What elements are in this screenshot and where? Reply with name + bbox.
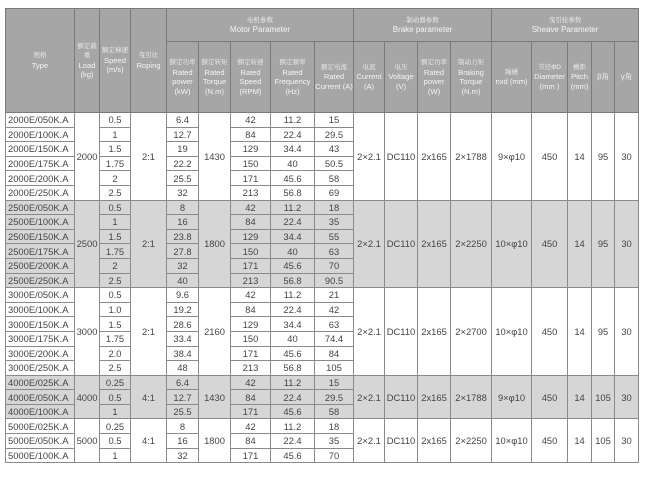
cell-brake-current: 2×2.1 bbox=[354, 288, 385, 376]
cell-type: 2500E/150K.A bbox=[6, 229, 75, 244]
cell-rated-speed: 84 bbox=[231, 127, 271, 142]
cell-voltage: DC110 bbox=[385, 200, 418, 288]
cell-rated-power: 8 bbox=[167, 419, 199, 434]
cell-rated-current: 63 bbox=[315, 244, 354, 259]
cell-rated-power: 40 bbox=[167, 273, 199, 288]
header-col-en: Rated power (kW) bbox=[172, 67, 193, 96]
header-load-cn: 额定载重 bbox=[77, 42, 97, 59]
cell-speed: 1.5 bbox=[100, 229, 131, 244]
cell-speed: 2.5 bbox=[100, 185, 131, 200]
cell-brake-power: 2x165 bbox=[418, 200, 451, 288]
cell-rated-current: 70 bbox=[315, 448, 354, 463]
cell-rated-power: 32 bbox=[167, 258, 199, 273]
cell-rated-frequency: 22.4 bbox=[271, 215, 315, 230]
cell-brake-power: 2x165 bbox=[418, 288, 451, 376]
cell-rated-current: 18 bbox=[315, 419, 354, 434]
cell-speed: 1 bbox=[100, 448, 131, 463]
cell-speed: 0.25 bbox=[100, 419, 131, 434]
header-motor-col bbox=[199, 42, 231, 113]
header-col-cn: 额定转矩 bbox=[201, 59, 228, 66]
model-group-2000 bbox=[6, 113, 639, 201]
cell-speed: 1.75 bbox=[100, 331, 131, 346]
cell-type: 3000E/175K.A bbox=[6, 331, 75, 346]
cell-brake-power: 2x165 bbox=[418, 375, 451, 419]
cell-braking-torque: 2×2700 bbox=[451, 288, 492, 376]
header-col-cn: 额定电流 bbox=[321, 63, 347, 71]
cell-brake-current: 2×2.1 bbox=[354, 375, 385, 419]
cell-rated-current: 105 bbox=[315, 361, 354, 376]
cell-rated-current: 84 bbox=[315, 346, 354, 361]
header-col-cn: 绳槽 bbox=[505, 68, 519, 76]
cell-braking-torque: 2×1788 bbox=[451, 375, 492, 419]
cell-gamma: 30 bbox=[615, 288, 639, 376]
cell-rated-speed: 42 bbox=[231, 288, 271, 303]
cell-rated-power: 12.7 bbox=[167, 390, 199, 405]
header-speed bbox=[100, 9, 131, 113]
cell-rated-speed: 213 bbox=[231, 361, 271, 376]
cell-rated-torque: 2160 bbox=[199, 288, 231, 376]
cell-brake-power: 2x165 bbox=[418, 419, 451, 463]
cell-rated-power: 16 bbox=[167, 434, 199, 449]
header-sheave-cn: 曳引轮参数 bbox=[548, 16, 582, 24]
cell-speed: 1.5 bbox=[100, 142, 131, 157]
cell-diameter: 450 bbox=[532, 200, 568, 288]
cell-nxd: 9×φ10 bbox=[492, 113, 532, 201]
cell-rated-frequency: 40 bbox=[271, 156, 315, 171]
cell-rated-speed: 42 bbox=[231, 375, 271, 390]
cell-rated-speed: 171 bbox=[231, 346, 271, 361]
header-roping bbox=[131, 9, 167, 113]
cell-nxd: 10×φ10 bbox=[492, 200, 532, 288]
header-col-en: Diameter (mm ) bbox=[534, 72, 565, 91]
model-group-2500 bbox=[6, 200, 639, 288]
cell-rated-frequency: 40 bbox=[271, 331, 315, 346]
cell-rated-current: 29.5 bbox=[315, 127, 354, 142]
cell-voltage: DC110 bbox=[385, 113, 418, 201]
cell-rated-speed: 42 bbox=[231, 113, 271, 128]
cell-speed: 1 bbox=[100, 127, 131, 142]
header-sheave-col bbox=[492, 42, 532, 113]
header-roping-en: Roping bbox=[136, 60, 161, 70]
cell-nxd: 9×φ10 bbox=[492, 375, 532, 419]
header-speed-en: Speed (m/s) bbox=[104, 55, 126, 75]
cell-rated-current: 58 bbox=[315, 171, 354, 186]
model-group-4000 bbox=[6, 375, 639, 419]
cell-rated-current: 42 bbox=[315, 302, 354, 317]
cell-type: 2000E/150K.A bbox=[6, 142, 75, 157]
cell-rated-current: 35 bbox=[315, 434, 354, 449]
cell-load: 3000 bbox=[75, 288, 100, 376]
cell-gamma: 30 bbox=[615, 419, 639, 463]
cell-pitch: 14 bbox=[568, 375, 592, 419]
cell-beta: 105 bbox=[592, 375, 615, 419]
cell-type: 2500E/175K.A bbox=[6, 244, 75, 259]
cell-rated-torque: 1800 bbox=[199, 200, 231, 288]
cell-rated-power: 19.2 bbox=[167, 302, 199, 317]
model-group-3000 bbox=[6, 288, 639, 376]
cell-rated-speed: 84 bbox=[231, 302, 271, 317]
cell-rated-frequency: 11.2 bbox=[271, 113, 315, 128]
cell-rated-speed: 84 bbox=[231, 390, 271, 405]
cell-type: 2000E/250K.A bbox=[6, 185, 75, 200]
cell-rated-power: 22.2 bbox=[167, 156, 199, 171]
cell-rated-frequency: 56.8 bbox=[271, 185, 315, 200]
header-motor-cn: 电机参数 bbox=[247, 16, 273, 24]
cell-pitch: 14 bbox=[568, 200, 592, 288]
cell-rated-speed: 129 bbox=[231, 142, 271, 157]
cell-rated-current: 58 bbox=[315, 404, 354, 419]
cell-rated-power: 6.4 bbox=[167, 113, 199, 128]
cell-rated-power: 6.4 bbox=[167, 375, 199, 390]
cell-roping: 2:1 bbox=[131, 200, 167, 288]
cell-speed: 0.5 bbox=[100, 390, 131, 405]
cell-speed: 1.5 bbox=[100, 317, 131, 332]
cell-brake-current: 2×2.1 bbox=[354, 113, 385, 201]
header-motor-col bbox=[231, 42, 271, 113]
cell-rated-current: 29.5 bbox=[315, 390, 354, 405]
table-row bbox=[6, 113, 639, 128]
cell-rated-speed: 213 bbox=[231, 273, 271, 288]
header-col-en: γ角 bbox=[620, 72, 633, 82]
cell-diameter: 450 bbox=[532, 375, 568, 419]
cell-rated-current: 43 bbox=[315, 142, 354, 157]
table-header bbox=[6, 9, 639, 113]
cell-rated-frequency: 56.8 bbox=[271, 273, 315, 288]
header-type-en: Type bbox=[31, 60, 49, 70]
header-motor bbox=[167, 9, 354, 42]
cell-braking-torque: 2×1788 bbox=[451, 113, 492, 201]
cell-load: 5000 bbox=[75, 419, 100, 463]
header-col-en: Pitch (mm) bbox=[570, 72, 589, 91]
cell-load: 4000 bbox=[75, 375, 100, 419]
cell-rated-speed: 129 bbox=[231, 317, 271, 332]
cell-rated-speed: 213 bbox=[231, 185, 271, 200]
cell-beta: 95 bbox=[592, 200, 615, 288]
cell-pitch: 14 bbox=[568, 113, 592, 201]
cell-rated-power: 33.4 bbox=[167, 331, 199, 346]
header-col-cn: 电压 bbox=[394, 63, 408, 71]
cell-rated-power: 38.4 bbox=[167, 346, 199, 361]
header-motor-col bbox=[315, 42, 354, 113]
cell-speed: 0.5 bbox=[100, 200, 131, 215]
cell-rated-speed: 150 bbox=[231, 244, 271, 259]
cell-rated-power: 32 bbox=[167, 185, 199, 200]
cell-rated-speed: 171 bbox=[231, 258, 271, 273]
header-roping-cn: 曳引比 bbox=[138, 52, 159, 59]
cell-rated-speed: 84 bbox=[231, 434, 271, 449]
cell-rated-current: 15 bbox=[315, 113, 354, 128]
header-col-en: Rated power (W) bbox=[423, 67, 445, 96]
cell-rated-speed: 42 bbox=[231, 200, 271, 215]
cell-rated-frequency: 45.6 bbox=[271, 448, 315, 463]
cell-type: 4000E/100K.A bbox=[6, 404, 75, 419]
cell-speed: 0.5 bbox=[100, 288, 131, 303]
header-col-en: Voltage (V) bbox=[388, 72, 414, 91]
header-sheave bbox=[492, 9, 639, 42]
cell-speed: 2.5 bbox=[100, 361, 131, 376]
header-col-en: Current (A) bbox=[356, 72, 382, 91]
header-sheave-col bbox=[568, 42, 592, 113]
cell-speed: 2 bbox=[100, 258, 131, 273]
cell-rated-frequency: 11.2 bbox=[271, 200, 315, 215]
header-col-en: β角 bbox=[597, 72, 610, 82]
header-col-en: Rated Frequency (Hz) bbox=[274, 67, 311, 96]
cell-voltage: DC110 bbox=[385, 288, 418, 376]
cell-rated-frequency: 45.6 bbox=[271, 404, 315, 419]
cell-nxd: 10×φ10 bbox=[492, 288, 532, 376]
cell-rated-current: 63 bbox=[315, 317, 354, 332]
header-sheave-en: Sheave Parameter bbox=[531, 25, 599, 34]
cell-rated-frequency: 34.4 bbox=[271, 142, 315, 157]
header-brake-col bbox=[354, 42, 385, 113]
elevator-machine-spec-table bbox=[5, 8, 639, 463]
header-motor-col bbox=[271, 42, 315, 113]
cell-pitch: 14 bbox=[568, 419, 592, 463]
header-type-cn: 规格 bbox=[33, 52, 47, 59]
cell-beta: 95 bbox=[592, 113, 615, 201]
cell-speed: 1 bbox=[100, 404, 131, 419]
cell-type: 2500E/050K.A bbox=[6, 200, 75, 215]
header-col-en: Rated Torque (N.m) bbox=[202, 67, 227, 96]
cell-rated-frequency: 40 bbox=[271, 244, 315, 259]
cell-rated-frequency: 11.2 bbox=[271, 419, 315, 434]
header-brake-en: Brake parameter bbox=[392, 25, 453, 34]
cell-speed: 0.5 bbox=[100, 113, 131, 128]
cell-speed: 2.0 bbox=[100, 346, 131, 361]
cell-rated-power: 19 bbox=[167, 142, 199, 157]
header-col-cn: 电流 bbox=[362, 63, 376, 71]
cell-rated-frequency: 56.8 bbox=[271, 361, 315, 376]
cell-nxd: 10×φ10 bbox=[492, 419, 532, 463]
cell-rated-current: 55 bbox=[315, 229, 354, 244]
cell-brake-power: 2x165 bbox=[418, 113, 451, 201]
cell-braking-torque: 2×2250 bbox=[451, 200, 492, 288]
cell-load: 2500 bbox=[75, 200, 100, 288]
cell-pitch: 14 bbox=[568, 288, 592, 376]
cell-diameter: 450 bbox=[532, 113, 568, 201]
cell-rated-current: 69 bbox=[315, 185, 354, 200]
cell-rated-frequency: 22.4 bbox=[271, 127, 315, 142]
cell-rated-power: 25.5 bbox=[167, 404, 199, 419]
cell-rated-current: 35 bbox=[315, 215, 354, 230]
cell-speed: 1.75 bbox=[100, 244, 131, 259]
cell-rated-speed: 129 bbox=[231, 229, 271, 244]
cell-rated-frequency: 34.4 bbox=[271, 317, 315, 332]
cell-speed: 1.75 bbox=[100, 156, 131, 171]
cell-type: 3000E/100K.A bbox=[6, 302, 75, 317]
cell-rated-current: 74.4 bbox=[315, 331, 354, 346]
header-col-en: Braking Torque (N.m) bbox=[458, 67, 484, 96]
header-col-cn: 额定功率 bbox=[421, 59, 448, 66]
cell-roping: 2:1 bbox=[131, 288, 167, 376]
cell-type: 3000E/050K.A bbox=[6, 288, 75, 303]
header-brake-col bbox=[418, 42, 451, 113]
header-col-cn: 制动力矩 bbox=[458, 59, 485, 66]
cell-type: 5000E/050K.A bbox=[6, 434, 75, 449]
cell-type: 4000E/025K.A bbox=[6, 375, 75, 390]
cell-rated-speed: 171 bbox=[231, 448, 271, 463]
header-load bbox=[75, 9, 100, 113]
cell-rated-current: 90.5 bbox=[315, 273, 354, 288]
header-brake bbox=[354, 9, 492, 42]
cell-rated-power: 28.6 bbox=[167, 317, 199, 332]
cell-rated-power: 9.6 bbox=[167, 288, 199, 303]
header-sheave-col bbox=[532, 42, 568, 113]
cell-speed: 2.5 bbox=[100, 273, 131, 288]
header-col-en: Rated Speed (RPM) bbox=[239, 67, 262, 96]
cell-rated-frequency: 22.4 bbox=[271, 302, 315, 317]
header-type bbox=[6, 9, 75, 113]
header-col-cn: 额定功率 bbox=[169, 59, 196, 66]
header-sheave-col bbox=[615, 42, 639, 113]
cell-rated-speed: 150 bbox=[231, 331, 271, 346]
cell-diameter: 450 bbox=[532, 288, 568, 376]
cell-rated-frequency: 45.6 bbox=[271, 171, 315, 186]
header-load-en: Load (kg) bbox=[78, 60, 96, 79]
cell-speed: 0.25 bbox=[100, 375, 131, 390]
cell-type: 3000E/200K.A bbox=[6, 346, 75, 361]
cell-type: 2000E/050K.A bbox=[6, 113, 75, 128]
header-sheave-col bbox=[592, 42, 615, 113]
cell-rated-current: 50.5 bbox=[315, 156, 354, 171]
cell-rated-frequency: 22.4 bbox=[271, 390, 315, 405]
cell-type: 4000E/050K.A bbox=[6, 390, 75, 405]
cell-speed: 0.5 bbox=[100, 434, 131, 449]
table-row bbox=[6, 419, 639, 434]
cell-rated-power: 27.8 bbox=[167, 244, 199, 259]
table-row bbox=[6, 200, 639, 215]
cell-rated-torque: 1430 bbox=[199, 375, 231, 419]
cell-rated-current: 70 bbox=[315, 258, 354, 273]
header-col-cn: 额定频率 bbox=[279, 59, 306, 66]
table-row bbox=[6, 288, 639, 303]
cell-type: 2000E/100K.A bbox=[6, 127, 75, 142]
cell-rated-power: 48 bbox=[167, 361, 199, 376]
table-row bbox=[6, 375, 639, 390]
header-motor-col bbox=[167, 42, 199, 113]
cell-rated-frequency: 22.4 bbox=[271, 434, 315, 449]
header-speed-cn: 额定梯速 bbox=[102, 47, 128, 55]
cell-rated-frequency: 45.6 bbox=[271, 346, 315, 361]
cell-gamma: 30 bbox=[615, 113, 639, 201]
cell-rated-power: 23.8 bbox=[167, 229, 199, 244]
cell-beta: 105 bbox=[592, 419, 615, 463]
header-brake-cn: 制动器参数 bbox=[406, 16, 439, 24]
cell-type: 3000E/250K.A bbox=[6, 361, 75, 376]
cell-rated-power: 32 bbox=[167, 448, 199, 463]
cell-rated-current: 15 bbox=[315, 375, 354, 390]
cell-speed: 2 bbox=[100, 171, 131, 186]
cell-beta: 95 bbox=[592, 288, 615, 376]
header-col-cn: 额定转速 bbox=[237, 59, 264, 66]
cell-rated-torque: 1800 bbox=[199, 419, 231, 463]
cell-rated-frequency: 11.2 bbox=[271, 288, 315, 303]
header-col-en: nxd (mm) bbox=[495, 77, 528, 86]
cell-rated-current: 21 bbox=[315, 288, 354, 303]
header-col-en: Rated Current (A) bbox=[315, 72, 353, 91]
model-group-5000 bbox=[6, 419, 639, 463]
cell-rated-speed: 84 bbox=[231, 215, 271, 230]
cell-rated-speed: 42 bbox=[231, 419, 271, 434]
cell-brake-current: 2×2.1 bbox=[354, 419, 385, 463]
cell-load: 2000 bbox=[75, 113, 100, 201]
cell-rated-current: 18 bbox=[315, 200, 354, 215]
cell-roping: 4:1 bbox=[131, 375, 167, 419]
cell-rated-power: 16 bbox=[167, 215, 199, 230]
cell-type: 2500E/100K.A bbox=[6, 215, 75, 230]
cell-rated-frequency: 45.6 bbox=[271, 258, 315, 273]
cell-type: 5000E/100K.A bbox=[6, 448, 75, 463]
cell-gamma: 30 bbox=[615, 375, 639, 419]
cell-rated-power: 8 bbox=[167, 200, 199, 215]
cell-type: 2500E/200K.A bbox=[6, 258, 75, 273]
cell-rated-speed: 171 bbox=[231, 171, 271, 186]
cell-type: 2000E/200K.A bbox=[6, 171, 75, 186]
cell-gamma: 30 bbox=[615, 200, 639, 288]
cell-brake-current: 2×2.1 bbox=[354, 200, 385, 288]
header-col-cn: 节径ΦD bbox=[538, 63, 561, 71]
cell-rated-frequency: 11.2 bbox=[271, 375, 315, 390]
cell-type: 2000E/175K.A bbox=[6, 156, 75, 171]
header-brake-col bbox=[385, 42, 418, 113]
cell-type: 5000E/025K.A bbox=[6, 419, 75, 434]
cell-braking-torque: 2×2250 bbox=[451, 419, 492, 463]
cell-rated-speed: 171 bbox=[231, 404, 271, 419]
cell-diameter: 450 bbox=[532, 419, 568, 463]
cell-type: 3000E/150K.A bbox=[6, 317, 75, 332]
cell-rated-power: 12.7 bbox=[167, 127, 199, 142]
cell-type: 2500E/250K.A bbox=[6, 273, 75, 288]
cell-rated-power: 25.5 bbox=[167, 171, 199, 186]
cell-speed: 1.0 bbox=[100, 302, 131, 317]
cell-voltage: DC110 bbox=[385, 375, 418, 419]
header-brake-col bbox=[451, 42, 492, 113]
cell-voltage: DC110 bbox=[385, 419, 418, 463]
cell-speed: 1 bbox=[100, 215, 131, 230]
header-motor-en: Motor Parameter bbox=[229, 25, 291, 34]
cell-rated-speed: 150 bbox=[231, 156, 271, 171]
cell-roping: 2:1 bbox=[131, 113, 167, 201]
cell-rated-torque: 1430 bbox=[199, 113, 231, 201]
cell-rated-frequency: 34.4 bbox=[271, 229, 315, 244]
header-col-cn: 槽距 bbox=[573, 63, 587, 71]
cell-roping: 4:1 bbox=[131, 419, 167, 463]
